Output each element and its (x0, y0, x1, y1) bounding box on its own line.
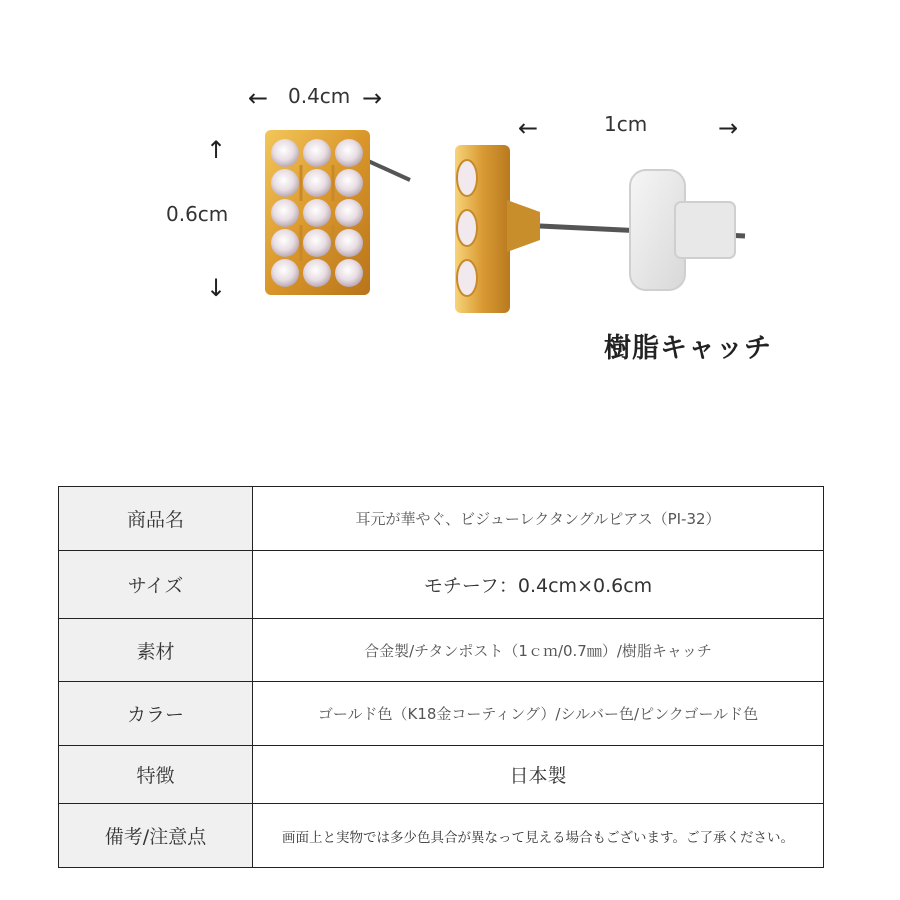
table-row (59, 487, 824, 551)
spec-value-color: ゴールド色（K18金コーティング）/シルバー色/ピンクゴールド色 (253, 682, 824, 746)
spec-key-product-name: 商品名 (59, 487, 253, 551)
spec-key-feature: 特徴 (59, 746, 253, 804)
earring-side-photo (445, 140, 765, 330)
width-arrow-right: → (362, 84, 383, 112)
table-row (59, 682, 824, 746)
spec-key-notes: 備考/注意点 (59, 804, 253, 868)
spec-value-product-name: 耳元が華やぐ、ビジューレクタングルピアス（PI-32） (253, 487, 824, 551)
table-row (59, 804, 824, 868)
width-arrow-left: ← (248, 84, 269, 112)
product-spec-table (58, 486, 824, 868)
spec-value-size: モチーフ：0.4cm×0.6cm (253, 551, 824, 619)
height-arrow-down: ↓ (206, 274, 227, 302)
earring-front-photo (255, 125, 415, 315)
height-label: 0.6cm (166, 202, 229, 226)
spec-key-size: サイズ (59, 551, 253, 619)
table-row (59, 551, 824, 619)
spec-value-feature: 日本製 (253, 746, 824, 804)
spec-key-material: 素材 (59, 619, 253, 682)
resin-catch-label: 樹脂キャッチ (604, 333, 772, 364)
spec-value-material: 合金製/チタンポスト（1ｃｍ/0.7㎜）/樹脂キャッチ (253, 619, 824, 682)
length-label: 1cm (604, 112, 648, 136)
spec-key-color: カラー (59, 682, 253, 746)
table-row (59, 746, 824, 804)
width-label: 0.4cm (288, 84, 351, 108)
length-arrow-right: → (718, 114, 739, 142)
length-arrow-left: ← (518, 114, 539, 142)
spec-value-notes: 画面上と実物では多少色具合が異なって見える場合もございます。ご了承ください。 (253, 804, 824, 868)
table-row (59, 619, 824, 682)
height-arrow-up: ↑ (206, 136, 227, 164)
